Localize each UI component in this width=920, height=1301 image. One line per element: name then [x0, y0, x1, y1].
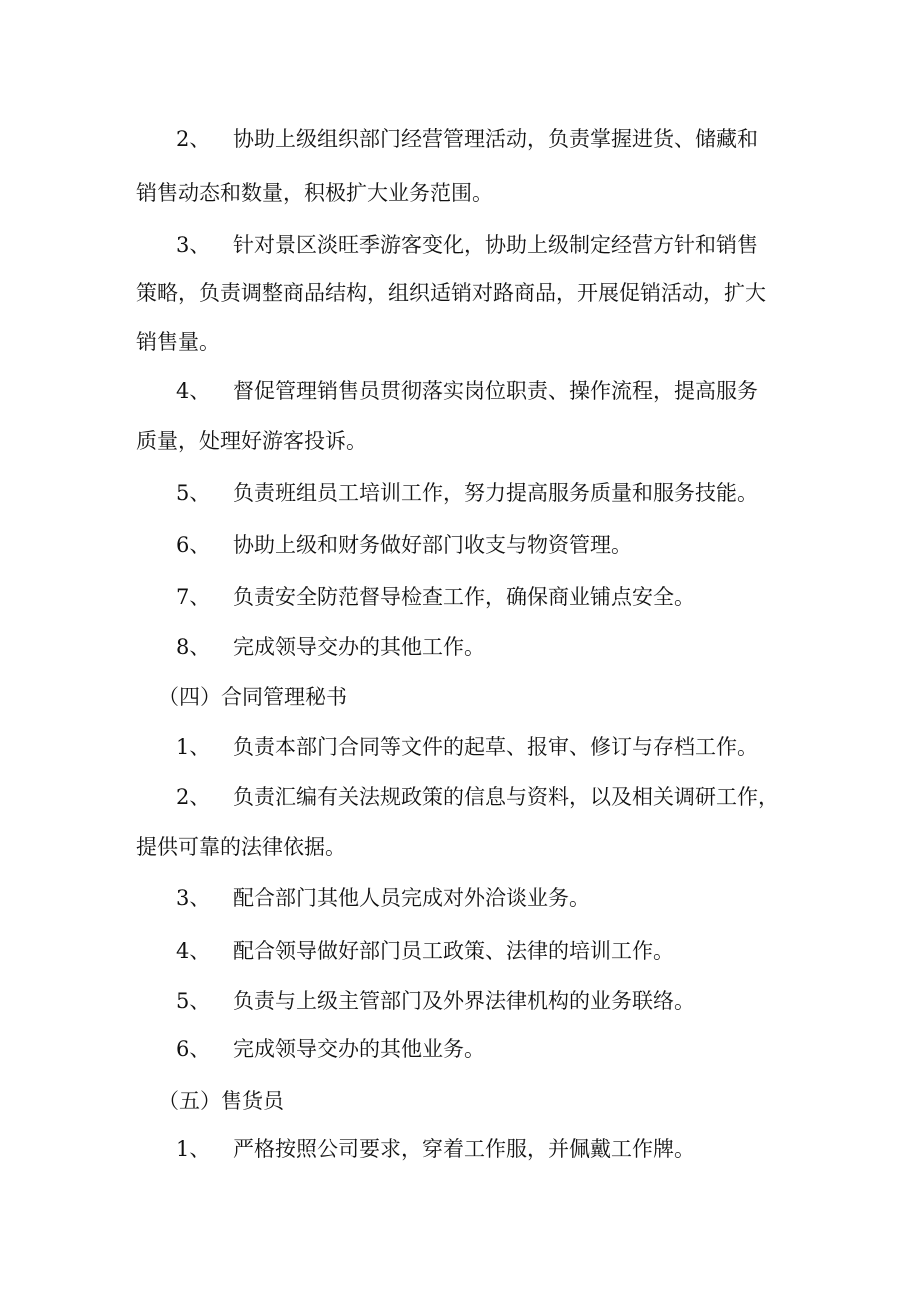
item-text: 负责安全防范督导检查工作，确保商业铺点安全。: [233, 585, 695, 609]
item-text: 督促管理销售员贯彻落实岗位职责、操作流程，提高服务: [233, 379, 758, 403]
item-number: 1、: [176, 735, 211, 759]
item-number: 2、: [176, 785, 211, 809]
item-number: 2、: [176, 127, 211, 151]
item-text: 完成领导交办的其他工作。: [233, 635, 485, 659]
item-text: 负责与上级主管部门及外界法律机构的业务联络。: [233, 989, 695, 1013]
item-number: 7、: [176, 585, 211, 609]
item-text: 针对景区淡旺季游客变化，协助上级制定经营方针和销售: [233, 233, 758, 257]
item-text: 配合部门其他人员完成对外洽谈业务。: [233, 886, 590, 910]
item-number: 4、: [176, 939, 211, 963]
item-number: 1、: [176, 1137, 211, 1161]
section-title: （四）合同管理秘书: [158, 685, 347, 709]
item-text-continued: 质量，处理好游客投诉。: [136, 429, 367, 453]
item-text: 完成领导交办的其他业务。: [233, 1037, 485, 1061]
item-text: 负责汇编有关法规政策的信息与资料，以及相关调研工作，: [233, 785, 779, 809]
item-text-continued: 提供可靠的法律依据。: [136, 835, 346, 859]
item-text: 配合领导做好部门员工政策、法律的培训工作。: [233, 939, 674, 963]
item-number: 3、: [176, 886, 211, 910]
item-number: 6、: [176, 1037, 211, 1061]
item-text-continued: 策略，负责调整商品结构，组织适销对路商品，开展促销活动，扩大: [136, 281, 766, 305]
item-text: 协助上级和财务做好部门收支与物资管理。: [233, 533, 632, 557]
item-text: 负责班组员工培训工作，努力提高服务质量和服务技能。: [233, 481, 758, 505]
item-number: 6、: [176, 533, 211, 557]
item-text: 严格按照公司要求，穿着工作服，并佩戴工作牌。: [233, 1137, 695, 1161]
item-number: 4、: [176, 379, 211, 403]
item-number: 3、: [176, 233, 211, 257]
item-text: 负责本部门合同等文件的起草、报审、修订与存档工作。: [233, 735, 758, 759]
item-number: 5、: [176, 481, 211, 505]
item-number: 5、: [176, 989, 211, 1013]
item-text: 协助上级组织部门经营管理活动，负责掌握进货、储藏和: [233, 127, 758, 151]
item-text-continued: 销售动态和数量，积极扩大业务范围。: [136, 181, 493, 205]
item-number: 8、: [176, 635, 211, 659]
item-text-continued: 销售量。: [136, 330, 220, 354]
section-title: （五）售货员: [158, 1089, 284, 1113]
